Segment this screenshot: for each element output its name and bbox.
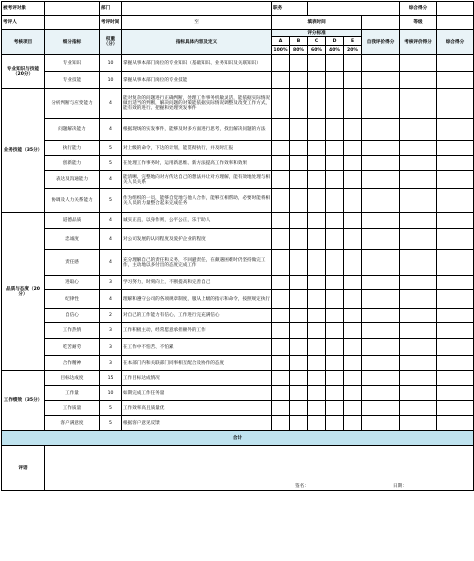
col-sub-header: 细分指标 (45, 30, 100, 55)
total-score-cell[interactable] (437, 171, 474, 189)
table-row (2, 213, 474, 229)
grade-score-cell[interactable] (272, 119, 290, 141)
self-score-cell[interactable] (362, 290, 400, 309)
self-score-cell[interactable] (362, 356, 400, 371)
self-score-cell[interactable] (362, 89, 400, 119)
grade-score-cell[interactable] (344, 119, 362, 141)
weight: 3 (100, 323, 122, 339)
grade-score-cell[interactable] (344, 309, 362, 323)
grade-score-cell[interactable] (344, 386, 362, 401)
evaluator-value[interactable] (45, 16, 100, 30)
sub-indicator: 客户满意度 (45, 416, 100, 431)
total-score-cell[interactable] (437, 309, 474, 323)
grade-score-cell[interactable] (290, 276, 308, 290)
grade-score-cell[interactable] (308, 290, 326, 309)
eval-score-cell[interactable] (400, 323, 437, 339)
self-score-cell[interactable] (362, 371, 400, 386)
eval-score-cell[interactable] (400, 356, 437, 371)
indicator-definition: 能清晰、完整地向对方传达自己的想法并让对方理解，能有效地处理与相关人员关系 (122, 171, 272, 189)
indicator-definition: 诚实正直，以身作则，公平公正，乐于助人 (122, 213, 272, 229)
table-row (2, 416, 474, 431)
section-name: 专业知识与技能（20分） (2, 55, 45, 89)
total-score-cell[interactable] (437, 55, 474, 72)
grade-score-cell[interactable] (272, 339, 290, 356)
table-row (2, 290, 474, 309)
sub-indicator: 协调及人力关系能力 (45, 189, 100, 213)
indicator-definition: 工作效率高且质量优 (122, 401, 272, 416)
col-std-header: 评分标准 (272, 30, 362, 37)
col-weight-header: 权重（分） (100, 30, 122, 55)
table-row (2, 141, 474, 156)
grade-score-cell[interactable] (326, 323, 344, 339)
grade-score-cell[interactable] (308, 416, 326, 431)
total-score-cell[interactable] (437, 276, 474, 290)
grade-score-cell[interactable] (272, 290, 290, 309)
self-score-cell[interactable] (362, 229, 400, 250)
grade-score-cell[interactable] (290, 89, 308, 119)
weight: 5 (100, 401, 122, 416)
grade-score-cell[interactable] (308, 401, 326, 416)
eval-score-cell[interactable] (400, 89, 437, 119)
grade-score-cell[interactable] (290, 416, 308, 431)
grade-score-cell[interactable] (308, 189, 326, 213)
grade-score-cell[interactable] (272, 189, 290, 213)
grade-score-cell[interactable] (272, 371, 290, 386)
grade-score-cell[interactable] (344, 356, 362, 371)
total-row-label: 合计 (2, 431, 474, 446)
grade-letter: D (326, 37, 344, 46)
weight: 10 (100, 72, 122, 89)
weight: 5 (100, 189, 122, 213)
total-score-cell[interactable] (437, 250, 474, 276)
self-score-cell[interactable] (362, 119, 400, 141)
self-score-cell[interactable] (362, 416, 400, 431)
grade-score-cell[interactable] (290, 213, 308, 229)
grade-score-cell[interactable] (290, 401, 308, 416)
grade-score-cell[interactable] (272, 309, 290, 323)
eval-score-cell[interactable] (400, 171, 437, 189)
grade-score-cell[interactable] (344, 141, 362, 156)
dept-label: 部门 (100, 2, 122, 16)
col-item-header: 考核项目 (2, 30, 45, 55)
grade-value[interactable] (437, 16, 474, 30)
sub-indicator: 表达及沟通能力 (45, 171, 100, 189)
weight: 4 (100, 171, 122, 189)
eval-time-to: 至 (122, 16, 272, 30)
grade-percent: 60% (308, 46, 326, 55)
total-score-cell[interactable] (437, 339, 474, 356)
grade-score-cell[interactable] (344, 401, 362, 416)
comment-label: 评语 (2, 446, 45, 491)
indicator-definition: 理解和遵守公司的各项规章制度，服从上级的指示和命令，按照规定执行 (122, 290, 272, 309)
grade-letter: E (344, 37, 362, 46)
weight: 3 (100, 356, 122, 371)
grade-score-cell[interactable] (308, 171, 326, 189)
total-score-cell[interactable] (437, 72, 474, 89)
comment-area[interactable] (45, 446, 474, 491)
eval-score-cell[interactable] (400, 401, 437, 416)
sub-indicator: 执行能力 (45, 141, 100, 156)
eval-score-cell[interactable] (400, 156, 437, 171)
grade-score-cell[interactable] (272, 72, 290, 89)
grade-score-cell[interactable] (326, 356, 344, 371)
indicator-definition: 对上级的命令，下达的计划，能贯彻执行，并及时汇报 (122, 141, 272, 156)
grade-score-cell[interactable] (326, 309, 344, 323)
weight: 10 (100, 386, 122, 401)
grade-score-cell[interactable] (272, 250, 290, 276)
grade-score-cell[interactable] (308, 141, 326, 156)
grade-score-cell[interactable] (272, 229, 290, 250)
weight: 4 (100, 229, 122, 250)
grade-score-cell[interactable] (290, 290, 308, 309)
weight: 3 (100, 276, 122, 290)
table-row (2, 89, 474, 119)
eval-score-cell[interactable] (400, 339, 437, 356)
grade-score-cell[interactable] (290, 309, 308, 323)
table-row (2, 401, 474, 416)
grade-score-cell[interactable] (326, 72, 344, 89)
eval-time-label: 考评时间 (100, 16, 122, 30)
grade-score-cell[interactable] (344, 250, 362, 276)
self-score-cell[interactable] (362, 171, 400, 189)
grade-percent: 80% (290, 46, 308, 55)
grade-score-cell[interactable] (290, 386, 308, 401)
sub-indicator: 吃苦耐劳 (45, 339, 100, 356)
indicator-definition: 对自己的工作能力有信心，工作进行完充满信心 (122, 309, 272, 323)
grade-score-cell[interactable] (290, 371, 308, 386)
self-score-cell[interactable] (362, 323, 400, 339)
total-score-cell[interactable] (437, 213, 474, 229)
sub-indicator: 工作热情 (45, 323, 100, 339)
total-score-cell[interactable] (437, 356, 474, 371)
sub-indicator: 工作质量 (45, 401, 100, 416)
total-score-cell[interactable] (437, 386, 474, 401)
evaluation-form (1, 1, 474, 491)
indicator-definition: 能对复杂的问题进行正确判断，处理工作事务机敏灵活，能依据实际情况做出适当的判断，解决问题的对策能依据实际情况调整及改变工作方式，能有效的进行、把握和处理突发事件 (122, 89, 272, 119)
self-score-cell[interactable] (362, 386, 400, 401)
col-eval-header: 考核评价得分 (400, 30, 437, 55)
col-self-header: 自我评价得分 (362, 30, 400, 55)
grade-score-cell[interactable] (272, 213, 290, 229)
sub-indicator: 忠诚度 (45, 229, 100, 250)
eval-score-cell[interactable] (400, 250, 437, 276)
indicator-definition: 在工作中不怕苦、不怕累 (122, 339, 272, 356)
grade-score-cell[interactable] (272, 89, 290, 119)
table-row (2, 55, 474, 72)
grade-score-cell[interactable] (308, 55, 326, 72)
weight: 5 (100, 141, 122, 156)
table-row (2, 156, 474, 171)
grade-percent: 100% (273, 47, 288, 53)
grade-score-cell[interactable] (290, 55, 308, 72)
total-score-cell[interactable] (437, 401, 474, 416)
table-row (2, 171, 474, 189)
grade-score-cell[interactable] (344, 339, 362, 356)
total-score-cell[interactable] (437, 229, 474, 250)
weight: 4 (100, 250, 122, 276)
weight: 2 (100, 309, 122, 323)
grade-score-cell[interactable] (344, 156, 362, 171)
grade-score-cell[interactable] (344, 55, 362, 72)
indicator-definition: 在本部门内和关联部门同事相互配合及协作的态度 (122, 356, 272, 371)
grade-score-cell[interactable] (290, 323, 308, 339)
eval-score-cell[interactable] (400, 229, 437, 250)
grade-score-cell[interactable] (308, 339, 326, 356)
grade-score-cell[interactable] (344, 276, 362, 290)
grade-score-cell[interactable] (308, 72, 326, 89)
grade-score-cell[interactable] (326, 339, 344, 356)
grade-score-cell[interactable] (272, 55, 290, 72)
grade-score-cell[interactable] (290, 250, 308, 276)
sub-indicator: 责任感 (45, 250, 100, 276)
table-row (2, 119, 474, 141)
grade-score-cell[interactable] (308, 323, 326, 339)
weight: 4 (100, 213, 122, 229)
indicator-definition: 工作积极主动，经常愿意承担额外的工作 (122, 323, 272, 339)
table-row (2, 189, 474, 213)
grade-score-cell[interactable] (290, 156, 308, 171)
grade-score-cell[interactable] (326, 276, 344, 290)
weight: 4 (100, 290, 122, 309)
section-name: 工作绩效（35分） (2, 371, 45, 431)
self-score-cell[interactable] (362, 250, 400, 276)
table-row (2, 323, 474, 339)
indicator-definition: 工作目标达成情况 (122, 371, 272, 386)
eval-score-cell[interactable] (400, 290, 437, 309)
duty-label: 职务 (272, 2, 308, 16)
weight: 15 (100, 371, 122, 386)
grade-score-cell[interactable] (326, 141, 344, 156)
grade-score-cell[interactable] (308, 276, 326, 290)
sub-indicator: 创新能力 (45, 156, 100, 171)
table-row (2, 309, 474, 323)
grade-letter: B (290, 37, 308, 46)
grade-score-cell[interactable] (326, 55, 344, 72)
grade-score-cell[interactable] (290, 189, 308, 213)
grade-score-cell[interactable] (344, 371, 362, 386)
weight: 5 (100, 416, 122, 431)
grade-score-cell[interactable] (308, 356, 326, 371)
grade-score-cell[interactable] (272, 156, 290, 171)
weight: 10 (100, 55, 122, 72)
grade-score-cell[interactable] (272, 323, 290, 339)
table-row (2, 339, 474, 356)
sub-indicator: 专业知识 (45, 55, 100, 72)
indicator-definition: 如期完成工作任务量 (122, 386, 272, 401)
total-score-cell[interactable] (437, 371, 474, 386)
indicator-definition: 作为组织的一员，能够自觉地与他人合作，能够互相帮助，必要时能将相关人员的力量整合起来完成任务 (122, 189, 272, 213)
grade-score-cell[interactable] (326, 416, 344, 431)
weight: 5 (100, 156, 122, 171)
indicator-definition: 掌握从事本部门岗位的专业技能 (122, 72, 272, 89)
grade-score-cell[interactable] (272, 141, 290, 156)
sub-indicator: 自信心 (45, 309, 100, 323)
total-score-value[interactable] (437, 2, 474, 16)
grade-score-cell[interactable] (344, 290, 362, 309)
indicator-definition: 充分理解自己的责任和义务，不回避责任，在颇遇困难时仍坚持做完工作，主动地以多付出的态度完成工作 (122, 250, 272, 276)
sub-indicator: 目标达成度 (45, 371, 100, 386)
section-name: 业务技能（35分） (2, 89, 45, 213)
dept-value[interactable] (122, 2, 272, 16)
eval-score-cell[interactable] (400, 276, 437, 290)
grade-score-cell[interactable] (326, 250, 344, 276)
grade-score-cell[interactable] (344, 171, 362, 189)
self-score-cell[interactable] (362, 141, 400, 156)
eval-score-cell[interactable] (400, 371, 437, 386)
indicator-definition: 根据客户意见反馈 (122, 416, 272, 431)
grade-score-cell[interactable] (326, 156, 344, 171)
signature-label: 签名： (295, 484, 309, 489)
eval-score-cell[interactable] (400, 213, 437, 229)
grade-score-cell[interactable] (272, 401, 290, 416)
total-score-cell[interactable] (437, 323, 474, 339)
grade-score-cell[interactable] (344, 89, 362, 119)
self-score-cell[interactable] (362, 339, 400, 356)
eval-score-cell[interactable] (400, 141, 437, 156)
table-row (2, 229, 474, 250)
total-score-cell[interactable] (437, 189, 474, 213)
self-score-cell[interactable] (362, 276, 400, 290)
grade-score-cell[interactable] (326, 401, 344, 416)
indicator-definition: 对公司发展的认同程度及爱护企业的程度 (122, 229, 272, 250)
sub-indicator: 问题解决能力 (45, 119, 100, 141)
grade-score-cell[interactable] (344, 323, 362, 339)
grade-letter: C (308, 37, 326, 46)
grade-score-cell[interactable] (308, 89, 326, 119)
grade-score-cell[interactable] (308, 156, 326, 171)
eval-score-cell[interactable] (400, 55, 437, 72)
total-score-cell[interactable] (437, 119, 474, 141)
table-row (2, 386, 474, 401)
grade-score-cell[interactable] (272, 356, 290, 371)
grade-score-cell[interactable] (326, 213, 344, 229)
grade-score-cell[interactable] (290, 339, 308, 356)
total-score-cell[interactable] (437, 416, 474, 431)
grade-score-cell[interactable] (290, 119, 308, 141)
grade-score-cell[interactable] (344, 229, 362, 250)
grade-score-cell[interactable] (308, 386, 326, 401)
eval-score-cell[interactable] (400, 119, 437, 141)
weight: 4 (100, 89, 122, 119)
grade-score-cell[interactable] (308, 309, 326, 323)
section-name: 品质与态度（20分） (2, 213, 45, 371)
fill-time-label: 填表时间 (272, 16, 362, 30)
grade-percent: 20% (344, 46, 362, 55)
grade-score-cell[interactable] (344, 189, 362, 213)
fill-time-value[interactable] (362, 16, 400, 30)
grade-score-cell[interactable] (290, 171, 308, 189)
sub-indicator: 进取心 (45, 276, 100, 290)
sub-indicator: 分析判断与应变能力 (45, 89, 100, 119)
self-score-cell[interactable] (362, 189, 400, 213)
grade-score-cell[interactable] (326, 189, 344, 213)
self-score-cell[interactable] (362, 55, 400, 72)
eval-score-cell[interactable] (400, 309, 437, 323)
self-score-cell[interactable] (362, 309, 400, 323)
grade-score-cell[interactable] (326, 171, 344, 189)
grade-score-cell[interactable] (326, 229, 344, 250)
weight: 4 (100, 119, 122, 141)
sub-indicator: 纪律性 (45, 290, 100, 309)
target-value[interactable] (45, 2, 100, 16)
self-score-cell[interactable] (362, 401, 400, 416)
self-score-cell[interactable] (362, 72, 400, 89)
self-score-cell[interactable] (362, 213, 400, 229)
target-label: 被考评对象 (2, 2, 45, 16)
indicator-definition: 在处理工作事务时，运用新思维、新方法提高工作效率和效果 (122, 156, 272, 171)
table-row (2, 371, 474, 386)
grade-score-cell[interactable] (290, 141, 308, 156)
total-score-label: 综合得分 (400, 2, 437, 16)
sub-indicator: 工作量 (45, 386, 100, 401)
indicator-definition: 掌握从事本部门岗位的专业知识（基础知识、业务知识及关联知识） (122, 55, 272, 72)
grade-score-cell[interactable] (308, 229, 326, 250)
grade-score-cell[interactable] (326, 119, 344, 141)
indicator-definition: 根据现场的实发事件，能够及时多方面进行思考，找出解决问题的方法 (122, 119, 272, 141)
col-content-header: 指标具体内容及定义 (122, 30, 272, 55)
indicator-definition: 学习努力，时刻向上，不断提高和完善自己 (122, 276, 272, 290)
eval-score-cell[interactable] (400, 386, 437, 401)
grade-score-cell[interactable] (326, 371, 344, 386)
grade-score-cell[interactable] (272, 386, 290, 401)
sub-indicator: 道德品质 (45, 213, 100, 229)
total-score-cell[interactable] (437, 141, 474, 156)
table-row (2, 356, 474, 371)
grade-score-cell[interactable] (326, 386, 344, 401)
evaluator-label: 考评人 (2, 16, 45, 30)
grade-score-cell[interactable] (308, 371, 326, 386)
grade-score-cell[interactable] (308, 213, 326, 229)
grade-letter: A (272, 37, 290, 46)
col-total-header: 综合得分 (437, 30, 474, 55)
grade-score-cell[interactable] (344, 72, 362, 89)
date-label: 日期： (393, 484, 407, 489)
self-score-cell[interactable] (362, 156, 400, 171)
eval-score-cell[interactable] (400, 189, 437, 213)
grade-label: 等级 (400, 16, 437, 30)
table-row (2, 72, 474, 89)
total-score-cell[interactable] (437, 89, 474, 119)
table-row (2, 250, 474, 276)
grade-score-cell[interactable] (272, 171, 290, 189)
grade-score-cell[interactable] (308, 119, 326, 141)
eval-score-cell[interactable] (400, 72, 437, 89)
duty-value[interactable] (308, 2, 400, 16)
grade-percent: 40% (326, 46, 344, 55)
grade-score-cell[interactable] (344, 213, 362, 229)
eval-score-cell[interactable] (400, 416, 437, 431)
grade-score-cell[interactable] (272, 276, 290, 290)
total-score-cell[interactable] (437, 290, 474, 309)
total-score-cell[interactable] (437, 156, 474, 171)
grade-score-cell[interactable] (326, 290, 344, 309)
grade-score-cell[interactable] (290, 356, 308, 371)
grade-score-cell[interactable] (326, 89, 344, 119)
grade-score-cell[interactable] (272, 416, 290, 431)
weight: 3 (100, 339, 122, 356)
sub-indicator: 专业技能 (45, 72, 100, 89)
grade-score-cell[interactable] (344, 416, 362, 431)
grade-score-cell[interactable] (290, 72, 308, 89)
table-row (2, 276, 474, 290)
grade-score-cell[interactable] (308, 250, 326, 276)
grade-score-cell[interactable] (290, 229, 308, 250)
sub-indicator: 合作精神 (45, 356, 100, 371)
